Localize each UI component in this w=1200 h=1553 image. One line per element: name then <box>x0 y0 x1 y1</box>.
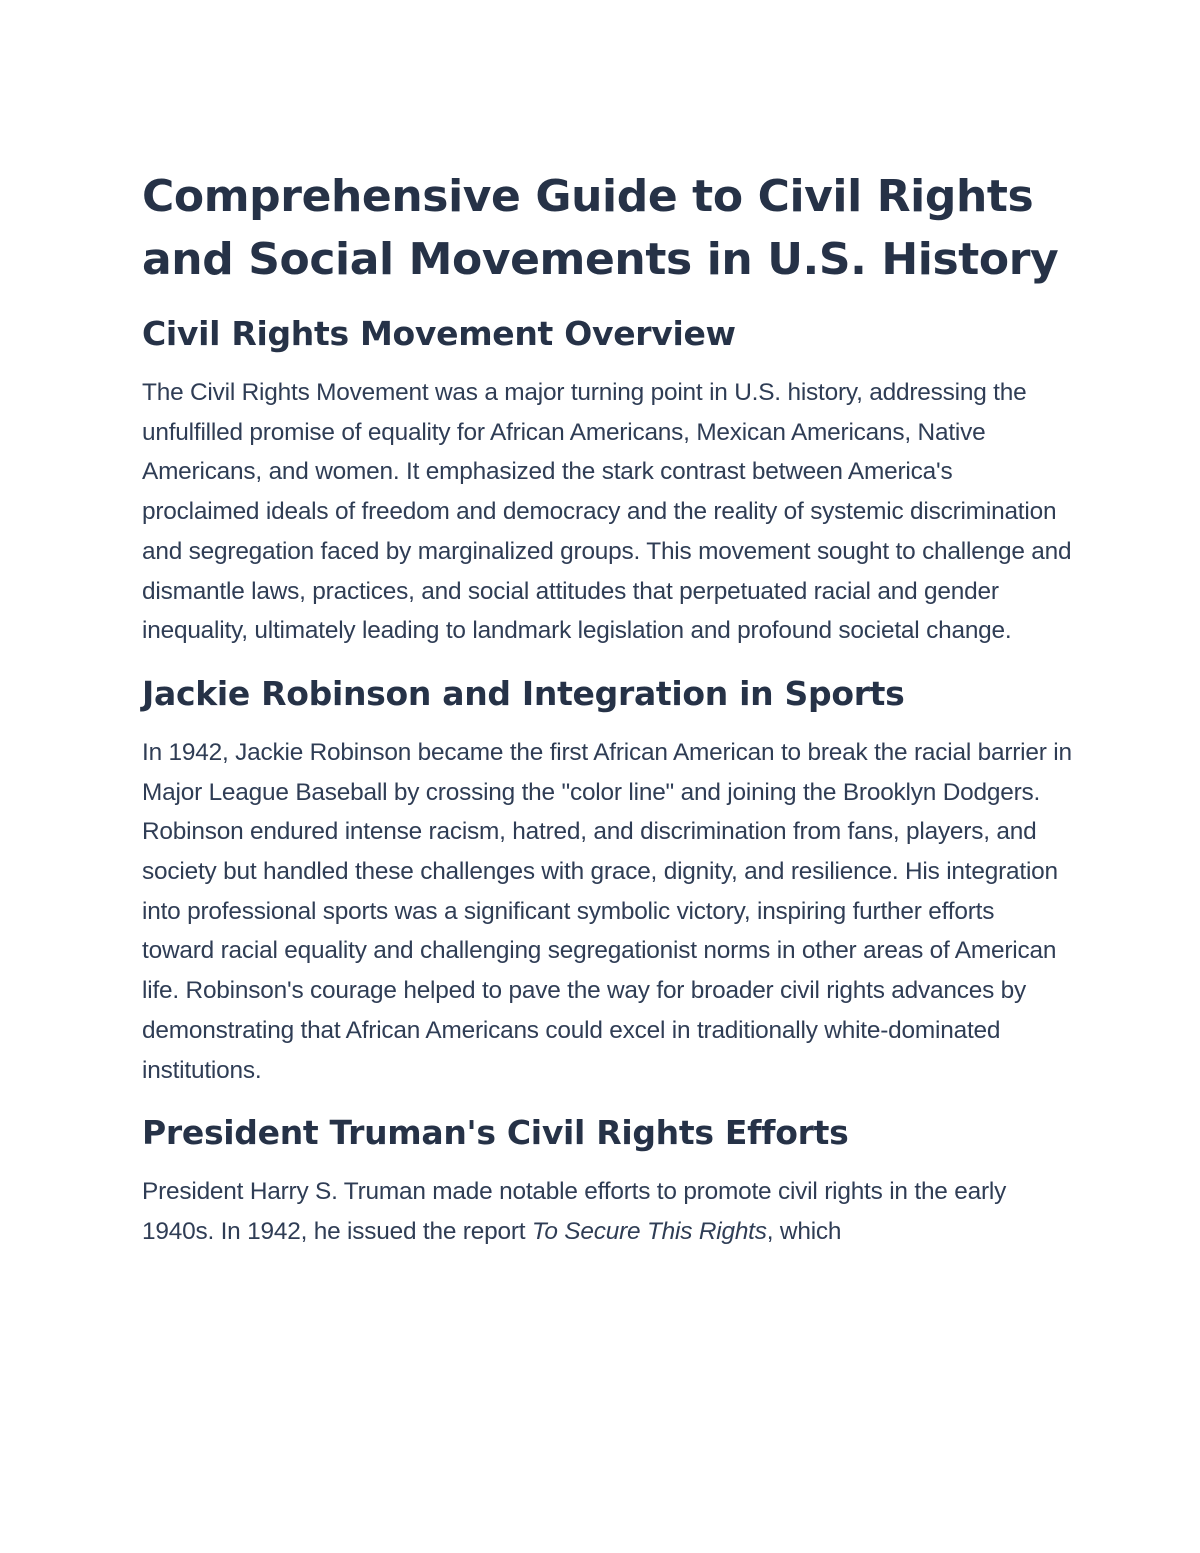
section-paragraph-jackie-robinson: In 1942, Jackie Robinson became the first African American to break the racial barrier in Major League Baseball by crossing the "color line" and joining the Brooklyn Dodgers. Robinson endured intense racism, hatred, and discrimination from fans, players, and society but handled these challenges with grace, dignity, and resilience. His integration into professional sports was a significant symbolic victory, inspiring further efforts toward racial equality and challenging segregationist norms in other areas of American life. Robinson's courage helped to pave the way for broader civil rights advances by demonstrating that African Americans could excel in traditionally white-dominated institutions. <box>142 738 1072 1084</box>
truman-paragraph-text-start: President Harry S. Truman made notable efforts to promote civil rights in the early 1940s. In 1942, he issued the report <box>142 1178 1007 1245</box>
truman-paragraph-text-end: , which <box>766 1217 842 1245</box>
section-heading-truman-efforts: President Truman's Civil Rights Efforts <box>142 1113 849 1153</box>
document-page <box>142 165 1072 1274</box>
section-paragraph-civil-rights-overview: The Civil Rights Movement was a major turning point in U.S. history, addressing the unfulfilled promise of equality for African Americans, Mexican Americans, Native Americans, and women. It emphasized the stark contrast between America's proclaimed ideals of freedom and democracy and the reality of systemic discrimination and segregation faced by marginalized groups. This movement sought to challenge and dismantle laws, practices, and social attitudes that perpetuated racial and gender inequality, ultimately leading to landmark legislation and profound societal change. <box>142 379 1072 645</box>
document-title <box>142 165 1072 291</box>
section-heading-civil-rights-overview: Civil Rights Movement Overview <box>142 314 736 353</box>
section-heading-jackie-robinson: Jackie Robinson and Integration in Sports <box>142 673 905 713</box>
document-title-line-2: and Social Movements in U.S. History <box>142 234 1059 285</box>
section-paragraph-truman-efforts <box>142 1172 1072 1251</box>
report-title-italic: To Secure This Rights <box>531 1217 767 1245</box>
document-title-line-1: Comprehensive Guide to Civil Rights <box>142 171 1034 222</box>
